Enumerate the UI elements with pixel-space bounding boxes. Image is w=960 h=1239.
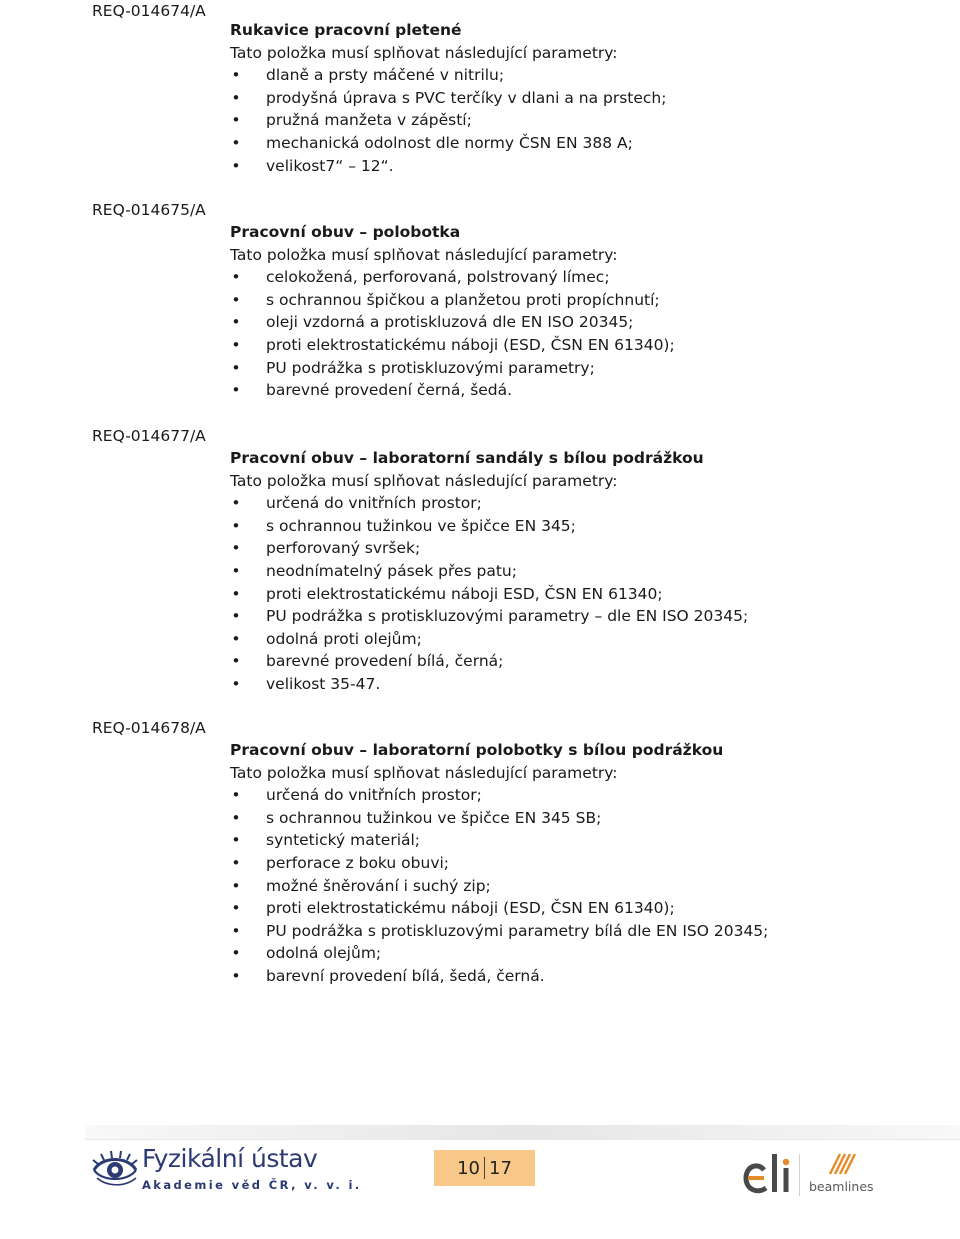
parameter-item <box>230 942 940 965</box>
parameter-text: PU podrážka s protiskluzovými parametry bílá dle EN ISO 20345; <box>266 921 769 940</box>
parameter-text: PU podrážka s protiskluzovými parametry – dle EN ISO 20345; <box>266 607 749 626</box>
parameter-text: dlaně a prsty máčené v nitrilu; <box>266 66 505 85</box>
requirement-body <box>230 19 940 177</box>
bullet-icon: • <box>231 156 241 175</box>
parameter-text: proti elektrostatickému náboji (ESD, ČSN EN 61340); <box>266 335 675 354</box>
parameter-list <box>230 266 940 402</box>
parameter-item <box>230 87 940 110</box>
bullet-icon: • <box>231 516 241 535</box>
bullet-icon: • <box>231 629 241 648</box>
beamlines-icon <box>828 1152 856 1176</box>
parameter-list <box>230 784 940 987</box>
bullet-icon: • <box>231 853 241 872</box>
requirement-intro: Tato položka musí splňovat následující parametry: <box>230 763 618 782</box>
parameter-item <box>230 334 940 357</box>
parameter-item <box>230 515 940 538</box>
bullet-icon: • <box>231 313 241 332</box>
parameter-item <box>230 64 940 87</box>
parameter-text: s ochrannou tužinkou ve špičce EN 345 SB; <box>266 808 602 827</box>
bullet-icon: • <box>231 539 241 558</box>
parameter-item <box>230 311 940 334</box>
bullet-icon: • <box>231 584 241 603</box>
parameter-text: velikost7“ – 12“. <box>266 156 394 175</box>
bullet-icon: • <box>231 652 241 671</box>
bullet-icon: • <box>231 290 241 309</box>
parameter-text: prodyšná úprava s PVC terčíky v dlani a na prstech; <box>266 88 667 107</box>
parameter-item <box>230 357 940 380</box>
page-number <box>434 1150 535 1186</box>
footer-band <box>85 1125 960 1139</box>
parameter-item <box>230 650 940 673</box>
parameter-text: odolná proti olejům; <box>266 629 422 648</box>
bullet-icon: • <box>231 966 241 985</box>
parameter-text: pružná manžeta v zápěstí; <box>266 111 472 130</box>
bullet-icon: • <box>231 921 241 940</box>
parameter-item <box>230 583 940 606</box>
parameter-item <box>230 109 940 132</box>
requirement-id: REQ-014674/A <box>92 2 206 20</box>
parameter-item <box>230 875 940 898</box>
parameter-text: barevné provedení černá, šedá. <box>266 381 513 400</box>
parameter-text: celokožená, perforovaná, polstrovaný límec; <box>266 268 610 287</box>
bullet-icon: • <box>231 831 241 850</box>
institute-logo <box>92 1144 362 1194</box>
parameter-item <box>230 492 940 515</box>
requirement-intro: Tato položka musí splňovat následující parametry: <box>230 43 618 62</box>
parameter-item <box>230 155 940 178</box>
bullet-icon: • <box>231 876 241 895</box>
requirement-title: Rukavice pracovní pletené <box>230 21 462 39</box>
bullet-icon: • <box>231 494 241 513</box>
beamlines-label: beamlines <box>809 1179 874 1194</box>
bullet-icon: • <box>231 674 241 693</box>
parameter-text: barevní provedení bílá, šedá, černá. <box>266 966 545 985</box>
parameter-text: oleji vzdorná a protiskluzová dle EN ISO 20345; <box>266 313 634 332</box>
parameter-text: velikost 35-47. <box>266 674 381 693</box>
parameter-text: perforace z boku obuvi; <box>266 853 450 872</box>
bullet-icon: • <box>231 899 241 918</box>
parameter-text: mechanická odolnost dle normy ČSN EN 388 A; <box>266 133 633 152</box>
footer-divider <box>85 1139 960 1140</box>
requirement-intro: Tato položka musí splňovat následující parametry: <box>230 471 618 490</box>
parameter-text: syntetický materiál; <box>266 831 421 850</box>
parameter-text: PU podrážka s protiskluzovými parametry; <box>266 358 595 377</box>
institute-subtitle: Akademie věd ČR, v. v. i. <box>142 1178 362 1192</box>
parameter-item <box>230 628 940 651</box>
parameter-item <box>230 829 940 852</box>
institute-name: Fyzikální ústav <box>142 1144 318 1173</box>
logo-divider <box>799 1154 800 1196</box>
parameter-text: určená do vnitřních prostor; <box>266 786 482 805</box>
parameter-item <box>230 266 940 289</box>
parameter-list <box>230 492 940 695</box>
parameter-text: neodnímatelný pásek přes patu; <box>266 561 517 580</box>
parameter-list <box>230 64 940 177</box>
requirement-intro: Tato položka musí splňovat následující parametry: <box>230 245 618 264</box>
parameter-text: perforovaný svršek; <box>266 539 421 558</box>
parameter-item <box>230 560 940 583</box>
parameter-item <box>230 132 940 155</box>
parameter-text: odolná olejům; <box>266 944 382 963</box>
bullet-icon: • <box>231 268 241 287</box>
requirement-id: REQ-014675/A <box>92 201 206 219</box>
parameter-item <box>230 852 940 875</box>
page-current: 10 <box>457 1157 480 1179</box>
parameter-item <box>230 920 940 943</box>
bullet-icon: • <box>231 808 241 827</box>
parameter-item <box>230 379 940 402</box>
bullet-icon: • <box>231 335 241 354</box>
bullet-icon: • <box>231 944 241 963</box>
parameter-text: možné šněrování i suchý zip; <box>266 876 491 895</box>
bullet-icon: • <box>231 133 241 152</box>
requirement-title: Pracovní obuv – laboratorní polobotky s bílou podrážkou <box>230 741 724 759</box>
eli-beamlines-logo <box>740 1148 880 1200</box>
parameter-text: barevné provedení bílá, černá; <box>266 652 504 671</box>
page-separator <box>484 1157 485 1179</box>
bullet-icon: • <box>231 66 241 85</box>
bullet-icon: • <box>231 561 241 580</box>
page-total: 17 <box>489 1157 512 1179</box>
bullet-icon: • <box>231 358 241 377</box>
parameter-item <box>230 673 940 696</box>
bullet-icon: • <box>231 88 241 107</box>
parameter-text: proti elektrostatickému náboji ESD, ČSN EN 61340; <box>266 584 663 603</box>
bullet-icon: • <box>231 111 241 130</box>
eli-logo-icon <box>740 1148 796 1200</box>
eye-logo-icon <box>92 1148 138 1192</box>
parameter-item <box>230 897 940 920</box>
parameter-item <box>230 784 940 807</box>
requirement-title: Pracovní obuv – laboratorní sandály s bílou podrážkou <box>230 449 704 467</box>
parameter-item <box>230 965 940 988</box>
parameter-text: s ochrannou tužinkou ve špičce EN 345; <box>266 516 576 535</box>
requirement-body <box>230 221 940 402</box>
bullet-icon: • <box>231 607 241 626</box>
parameter-item <box>230 605 940 628</box>
parameter-item <box>230 537 940 560</box>
bullet-icon: • <box>231 786 241 805</box>
parameter-text: s ochrannou špičkou a planžetou proti propíchnutí; <box>266 290 660 309</box>
parameter-item <box>230 807 940 830</box>
parameter-item <box>230 289 940 312</box>
parameter-text: proti elektrostatickému náboji (ESD, ČSN EN 61340); <box>266 899 675 918</box>
parameter-text: určená do vnitřních prostor; <box>266 494 482 513</box>
requirement-id: REQ-014678/A <box>92 719 206 737</box>
requirement-title: Pracovní obuv – polobotka <box>230 223 461 241</box>
requirement-id: REQ-014677/A <box>92 427 206 445</box>
bullet-icon: • <box>231 381 241 400</box>
requirement-body <box>230 447 940 696</box>
requirement-body <box>230 739 940 988</box>
